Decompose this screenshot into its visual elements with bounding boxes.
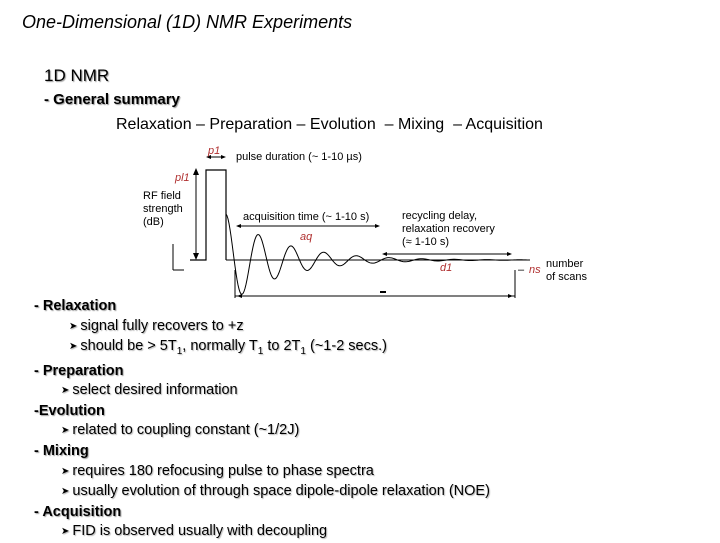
section-heading: -Evolution [34, 402, 105, 419]
pulse-rectangle [190, 170, 226, 260]
section-heading: - Acquisition [34, 503, 122, 520]
bullet-item [34, 337, 490, 361]
slide-title: One-Dimensional (1D) NMR Experiments [22, 12, 353, 32]
label-recycling-2: relaxation recovery [402, 223, 495, 235]
rf-amplitude-arrow-up [193, 168, 199, 175]
label-pulse-duration: pulse duration (~ 1-10 µs) [236, 151, 362, 163]
bullet-item [34, 317, 490, 338]
label-aq: aq [300, 231, 313, 243]
section-heading: - Relaxation [34, 298, 117, 314]
arrowhead-bullet-icon: ➤ [61, 385, 70, 397]
bullet-text: usually evolution of through space dipole-dipole relaxation (NOE) [72, 483, 490, 500]
bullet-text: (~1-2 secs.) [305, 338, 387, 355]
bullet-item [34, 462, 490, 483]
bullet-item [34, 482, 490, 503]
bullet-text: related to coupling constant (~1/2J) [72, 422, 300, 439]
bullet-text: select desired information [72, 382, 238, 399]
heading-1d-nmr: 1D NMR [44, 66, 110, 85]
bullet-text: should be > 5T [80, 338, 177, 355]
section-heading: - Preparation [34, 362, 124, 379]
bullet-text: to 2T [263, 338, 301, 355]
bullet-item [34, 381, 490, 402]
arrowhead-bullet-icon: ➤ [61, 486, 70, 498]
rf-amplitude-arrow-down [193, 253, 199, 260]
arrowhead-bullet-icon: ➤ [61, 465, 70, 477]
label-ns: ns [529, 264, 541, 276]
arrowhead-bullet-icon: ➤ [61, 526, 70, 538]
label-pl1: pl1 [175, 172, 190, 184]
bullet-text: requires 180 refocusing pulse to phase spectra [72, 462, 374, 479]
label-rf-field: RF field [143, 190, 181, 202]
experiment-sequence: Relaxation – Preparation – Evolution – Mixing – Acquisition [116, 116, 543, 133]
subheading-general-summary: - General summary [44, 91, 180, 108]
bullet-text: FID is observed usually with decoupling [72, 523, 328, 540]
subscript: 1 [176, 346, 183, 358]
label-recycling-3: (≈ 1-10 s) [402, 236, 449, 248]
bullet-item [34, 421, 490, 442]
bullet-text: , normally T [182, 338, 258, 355]
label-rf-db: (dB) [143, 216, 164, 228]
label-rf-strength: strength [143, 203, 183, 215]
label-acquisition-time: acquisition time (~ 1-10 s) [243, 211, 370, 223]
label-p1: p1 [208, 145, 221, 157]
summary-list [34, 297, 490, 543]
bullet-text: signal fully recovers to +z [80, 317, 244, 334]
arrowhead-bullet-icon: ➤ [69, 341, 78, 353]
subscript: 1 [257, 346, 264, 358]
label-recycling-1: recycling delay, [402, 210, 477, 222]
section-heading: - Mixing [34, 443, 89, 460]
label-d1: d1 [440, 262, 453, 274]
label-number: number [546, 258, 584, 270]
label-of-scans: of scans [546, 271, 587, 283]
arrowhead-bullet-icon: ➤ [61, 425, 70, 437]
label-ns-dash: – [518, 264, 525, 276]
arrowhead-bullet-icon: ➤ [69, 320, 78, 332]
subscript: 1 [300, 346, 306, 358]
